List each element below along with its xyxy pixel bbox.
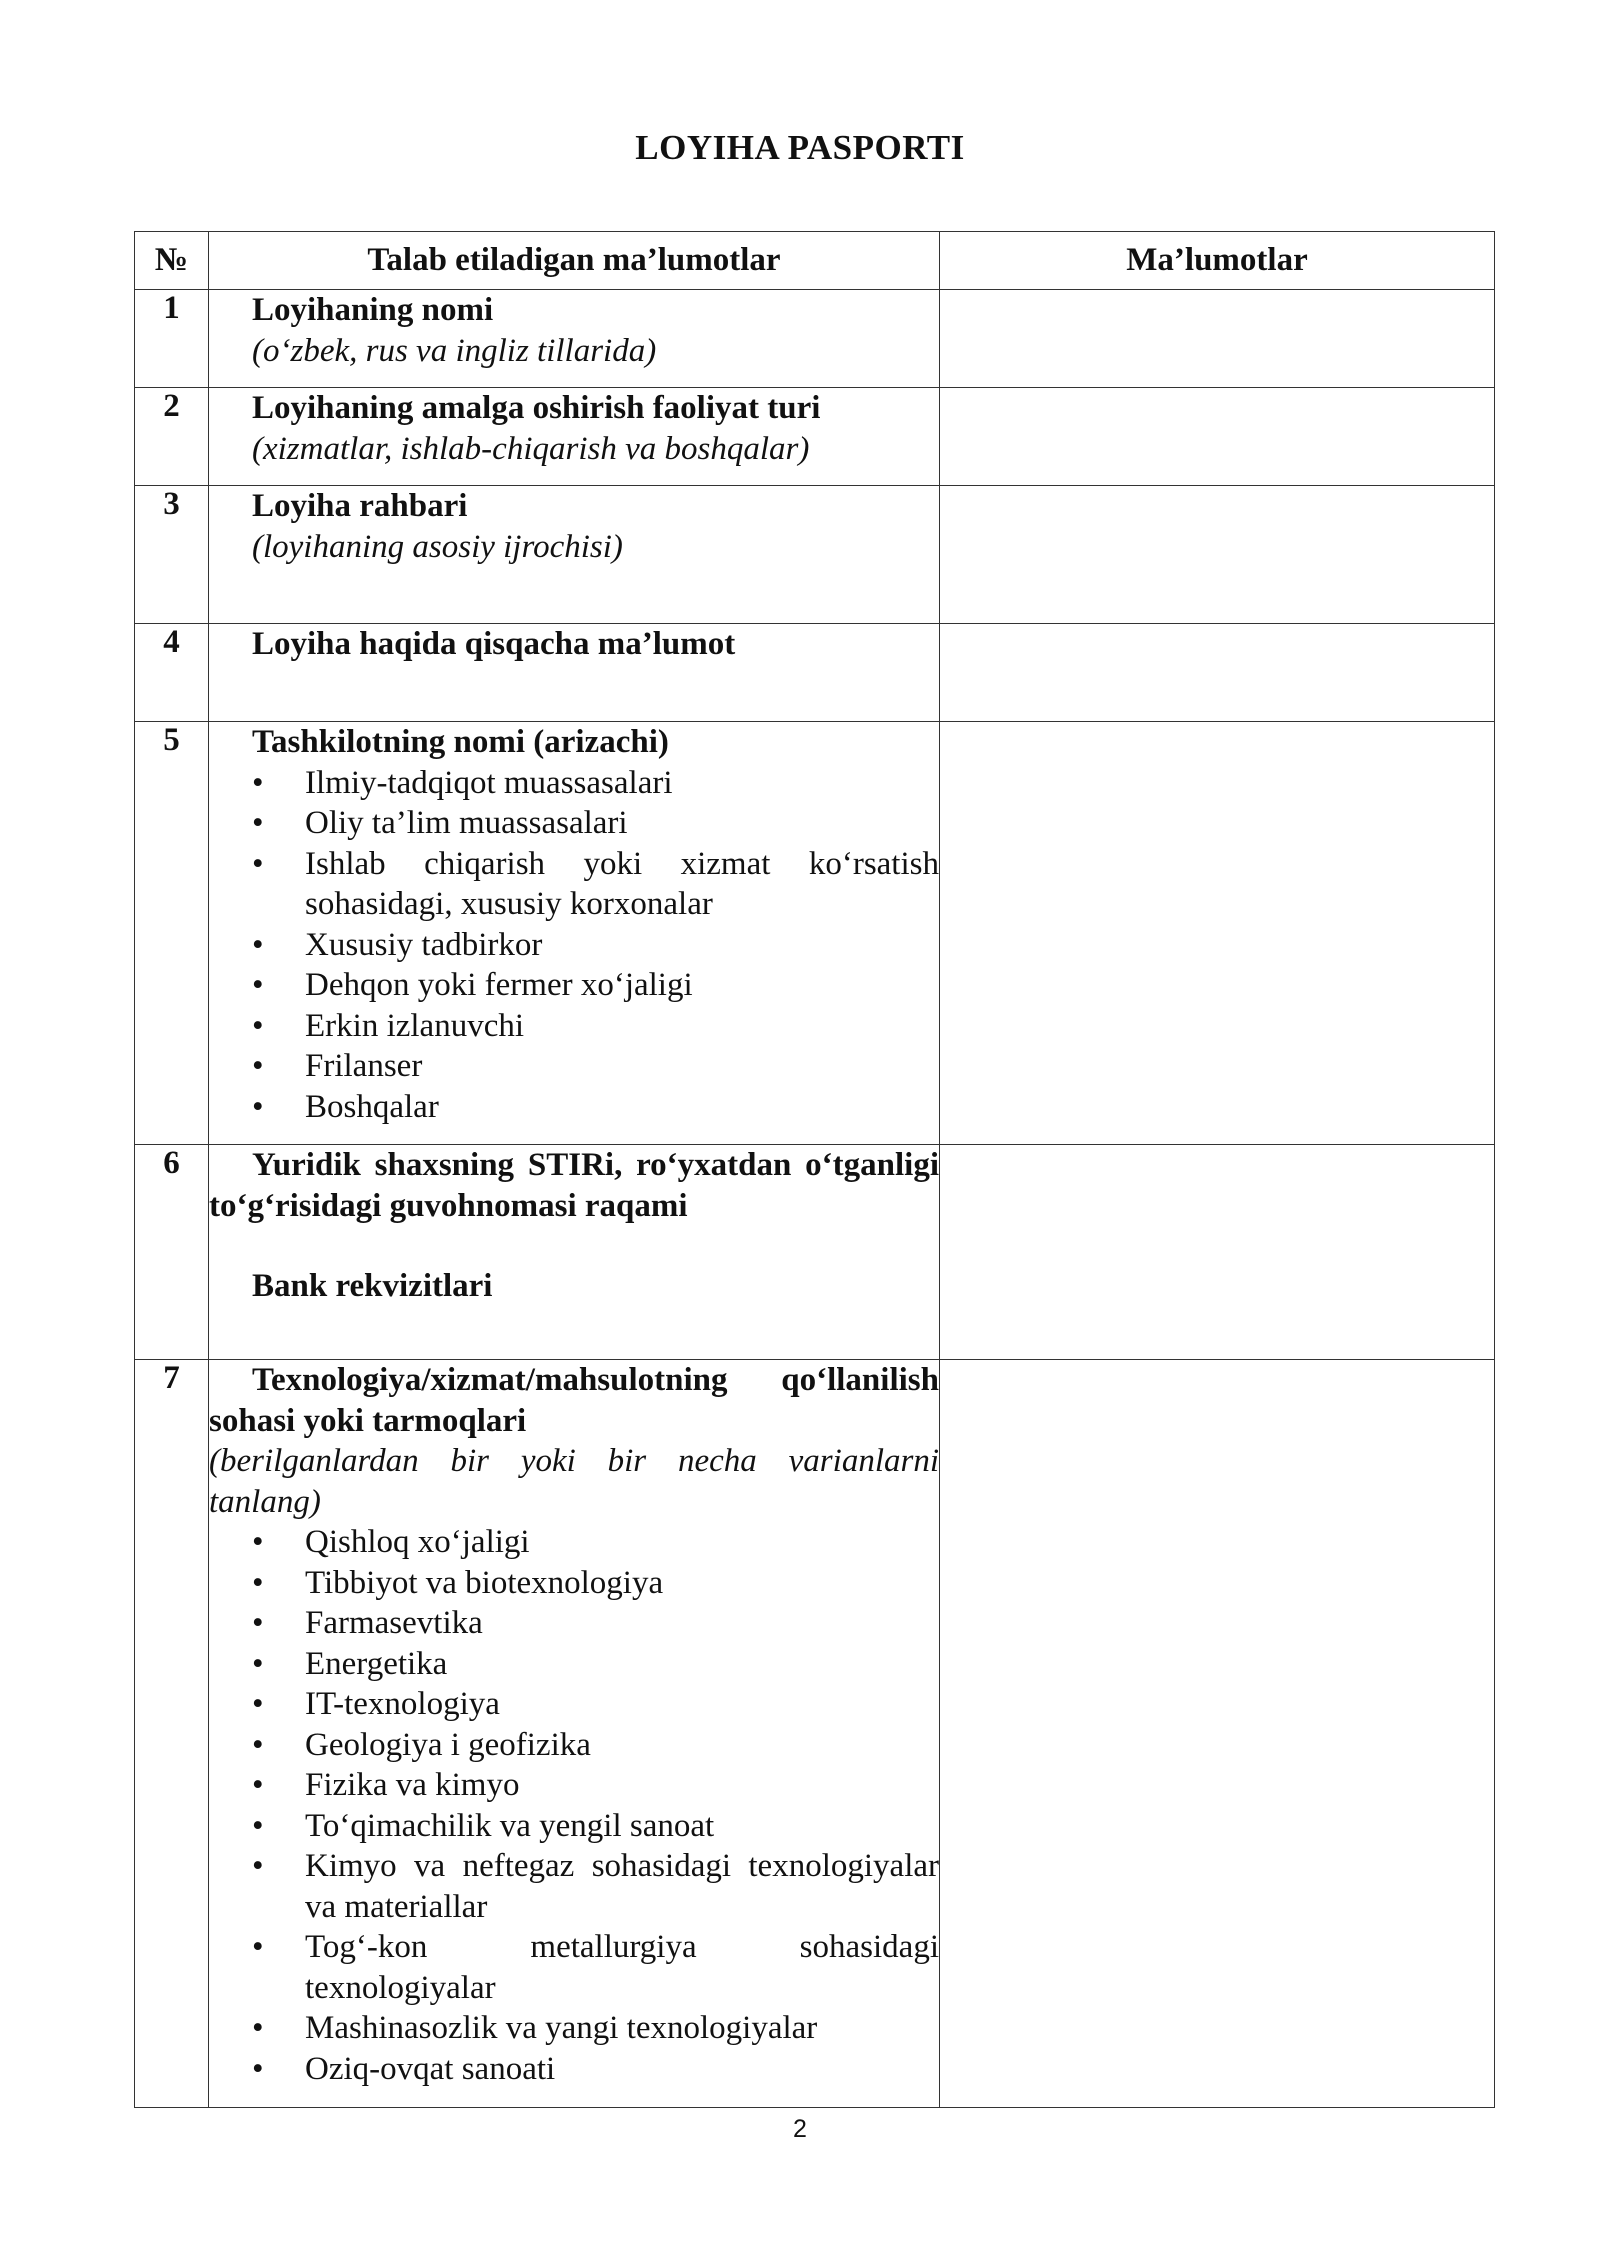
list-item: • Kimyo va neftegaz sohasidagi texnologiyalar va materiallar xyxy=(209,1846,939,1927)
list-item: • Tog‘-kon metallurgiya sohasidagi texnologiyalar xyxy=(209,1927,939,2008)
row-number: 2 xyxy=(135,388,209,486)
table-header-row xyxy=(135,232,1495,290)
row-value-cell[interactable] xyxy=(940,388,1495,486)
list-item: • Erkin izlanuvchi xyxy=(209,1006,939,1047)
row-note: (o‘zbek, rus va ingliz tillarida) xyxy=(252,332,657,369)
table-row xyxy=(135,388,1495,486)
list-item: • Geologiya i geofizika xyxy=(209,1725,939,1766)
passport-table xyxy=(134,231,1495,2108)
row-note: (loyihaning asosiy ijrochisi) xyxy=(252,528,623,565)
row-requirement xyxy=(209,486,940,624)
row-number: 1 xyxy=(135,290,209,388)
row-number: 7 xyxy=(135,1360,209,2108)
list-item: • Fizika va kimyo xyxy=(209,1765,939,1806)
row-title: Loyihaning nomi xyxy=(252,292,494,328)
row-requirement xyxy=(209,722,940,1145)
table-row xyxy=(135,486,1495,624)
table-row xyxy=(135,1360,1495,2108)
list-item: • Qishloq xo‘jaligi xyxy=(209,1522,939,1563)
list-item: • To‘qimachilik va yengil sanoat xyxy=(209,1806,939,1847)
page-title: LOYIHA PASPORTI xyxy=(635,128,965,167)
list-item: • Mashinasozlik va yangi texnologiyalar xyxy=(209,2008,939,2049)
table-row xyxy=(135,624,1495,722)
table-row xyxy=(135,290,1495,388)
row-note: (xizmatlar, ishlab-chiqarish va boshqalar) xyxy=(252,430,810,467)
row-value-cell[interactable] xyxy=(940,290,1495,388)
row-note: (berilganlardan bir yoki bir necha varianlarni tanlang) xyxy=(209,1443,939,1520)
row-title: Tashkilotning nomi (arizachi) xyxy=(252,724,669,760)
list-item: • Oliy ta’lim muassasalari xyxy=(209,803,939,844)
list-item: • Ilmiy-tadqiqot muassasalari xyxy=(209,763,939,804)
list-item: • Energetika xyxy=(209,1644,939,1685)
row-value-cell[interactable] xyxy=(940,1145,1495,1360)
row-number: 4 xyxy=(135,624,209,722)
list-item: • Xususiy tadbirkor xyxy=(209,925,939,966)
row-title: Texnologiya/xizmat/mahsulotning qo‘llanilish sohasi yoki tarmoqlari xyxy=(209,1362,939,1439)
row-subtitle: Bank rekvizitlari xyxy=(252,1268,493,1304)
row-requirement xyxy=(209,290,940,388)
header-no: № xyxy=(135,232,209,290)
row-title: Loyiha rahbari xyxy=(252,488,468,524)
list-item: • Ishlab chiqarish yoki xizmat ko‘rsatish sohasidagi, xususiy korxonalar xyxy=(209,844,939,925)
row-title: Yuridik shaxsning STIRi, ro‘yxatdan o‘tganligi to‘g‘risidagi guvohnomasi raqami xyxy=(209,1147,939,1224)
row-value-cell[interactable] xyxy=(940,624,1495,722)
row-value-cell[interactable] xyxy=(940,486,1495,624)
list-item: • Farmasevtika xyxy=(209,1603,939,1644)
page-number: 2 xyxy=(793,2115,807,2143)
list-item: • Tibbiyot va biotexnologiya xyxy=(209,1563,939,1604)
row-number: 5 xyxy=(135,722,209,1145)
list-item: • Dehqon yoki fermer xo‘jaligi xyxy=(209,965,939,1006)
list-item: • IT-texnologiya xyxy=(209,1684,939,1725)
row-number: 3 xyxy=(135,486,209,624)
row-requirement xyxy=(209,388,940,486)
list-item: • Boshqalar xyxy=(209,1087,939,1128)
row-requirement xyxy=(209,624,940,722)
row-title: Loyihaning amalga oshirish faoliyat turi xyxy=(252,390,821,426)
row-value-cell[interactable] xyxy=(940,722,1495,1145)
row-title: Loyiha haqida qisqacha ma’lumot xyxy=(252,626,736,662)
row-value-cell[interactable] xyxy=(940,1360,1495,2108)
row-requirement xyxy=(209,1145,940,1360)
row-number: 6 xyxy=(135,1145,209,1360)
list-item: • Frilanser xyxy=(209,1046,939,1087)
table-row xyxy=(135,722,1495,1145)
table-row xyxy=(135,1145,1495,1360)
list-item: • Oziq-ovqat sanoati xyxy=(209,2049,939,2090)
row-requirement xyxy=(209,1360,940,2108)
header-data: Ma’lumotlar xyxy=(940,232,1495,290)
header-required: Talab etiladigan ma’lumotlar xyxy=(209,232,940,290)
